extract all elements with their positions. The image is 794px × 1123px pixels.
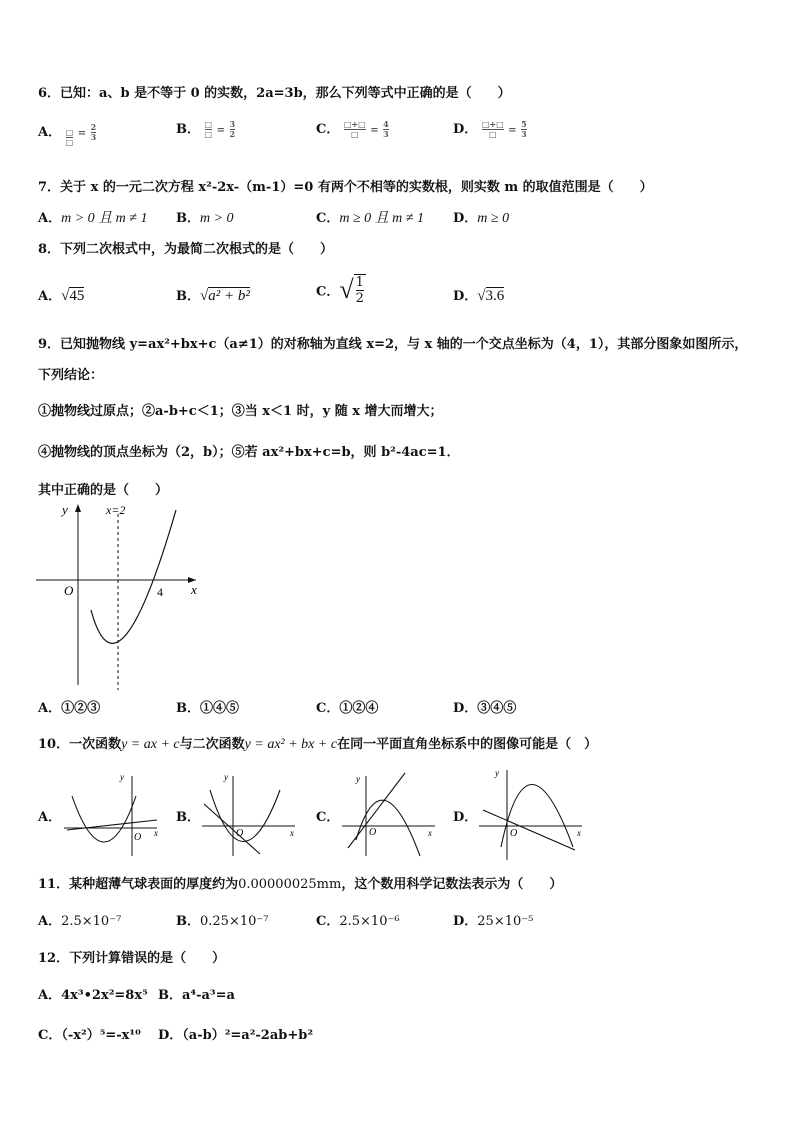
option-text: （a-b）²=a²-2ab+b² — [182, 1028, 314, 1043]
q11-option-a[interactable] — [38, 910, 121, 929]
q10-option-a-graph[interactable] — [62, 768, 162, 858]
q12-option-d[interactable] — [158, 1024, 313, 1043]
option-label: B． — [176, 122, 200, 137]
origin-label: O — [510, 828, 518, 839]
parabola-curve — [72, 796, 136, 842]
origin-label: O — [236, 828, 244, 839]
q7-stem: 7．关于 x 的一元二次方程 x²-2x-（m-1）=0 有两个不相等的实数根，则实数 m 的取值范围是（ ） — [38, 180, 653, 195]
q12-option-c[interactable] — [38, 1024, 141, 1043]
q8-option-c[interactable] — [316, 274, 366, 306]
q6a-rhs: $\frac{2}{3}$ — [90, 122, 97, 142]
q12-option-a[interactable] — [38, 984, 148, 1003]
option-text: 4x³•2x²=8x⁵ — [61, 988, 148, 1003]
q11-option-d[interactable] — [453, 910, 533, 929]
y-label: y — [356, 774, 360, 784]
q6a-fraction: $\frac{□}{□}$ — [65, 127, 74, 147]
q9-stem-line1: 9．已知抛物线 y=ax²+bx+c（a≠1）的对称轴为直线 x=2，与 x 轴的一个交点坐标为（4，1），其部分图象如图所示， — [38, 337, 748, 352]
q7-option-b[interactable] — [176, 207, 234, 227]
q9-statements-1: ①抛物线过原点；②a-b+c＜1；③当 x＜1 时，y 随 x 增大而增大； — [38, 404, 443, 419]
q11-stem-part: 11．某种超薄气球表面的厚度约为 — [38, 877, 239, 892]
root-label: 4 — [157, 585, 163, 599]
radicand: a² + b² — [208, 288, 250, 304]
q12-option-b[interactable] — [158, 984, 235, 1003]
q6d-fraction: $\frac{□+□}{□}$ — [481, 119, 504, 139]
option-label: C． — [316, 701, 340, 716]
q7-option-d[interactable] — [453, 207, 509, 227]
radicand: 45 — [69, 288, 85, 304]
q10-stem-part: 10．一次函数 — [38, 737, 122, 752]
y-label: y — [495, 768, 499, 778]
q6-option-a[interactable]: A． $\frac{□}{□} = \frac{2}{3}$ — [38, 122, 97, 147]
sqrt-icon: √ — [61, 288, 70, 304]
option-label: B． — [176, 211, 200, 226]
option-label: B． — [176, 289, 200, 304]
x-label: x — [154, 828, 158, 838]
option-label: A． — [38, 289, 62, 304]
option-label: B． — [158, 988, 182, 1003]
option-text: 25×10⁻⁵ — [477, 914, 534, 929]
q11-option-b[interactable] — [176, 910, 268, 929]
linear-line — [483, 810, 575, 850]
q9-option-a[interactable] — [38, 697, 100, 716]
q8-option-d[interactable] — [453, 285, 504, 305]
q10-stem-part: 在同一平面直角坐标系中的图像可能是（ ） — [337, 737, 598, 752]
option-label: D． — [453, 914, 478, 929]
y-label: y — [224, 772, 228, 782]
x-label: x — [428, 828, 432, 838]
q10-option-b-graph[interactable] — [200, 768, 300, 858]
q6-option-b[interactable]: B． $\frac{□}{□} = \frac{3}{2}$ — [176, 119, 236, 139]
sqrt-icon: √ — [339, 275, 354, 304]
q10-option-d-graph[interactable] — [477, 762, 587, 862]
option-label: D． — [453, 122, 478, 137]
option-text: m > 0 — [200, 211, 234, 226]
option-label: C． — [38, 1028, 62, 1043]
option-label: D． — [453, 211, 478, 226]
q6b-rhs: $\frac{3}{2}$ — [229, 119, 236, 139]
q11-stem — [38, 873, 562, 892]
option-label: C． — [316, 284, 340, 300]
option-label: C． — [316, 122, 340, 137]
sqrt-icon: √ — [477, 288, 486, 304]
q9-stem-line2: 下列结论： — [38, 368, 104, 383]
origin-label: O — [134, 832, 142, 843]
option-label: C． — [316, 211, 340, 226]
option-label: B． — [176, 701, 200, 716]
q8-option-a[interactable] — [38, 285, 84, 305]
q6c-fraction: $\frac{□+□}{□}$ — [343, 119, 366, 139]
option-text: m ≥ 0 且 m ≠ 1 — [339, 211, 424, 226]
q9-option-c[interactable] — [316, 697, 378, 716]
option-text: m > 0 且 m ≠ 1 — [61, 211, 148, 226]
option-label: A． — [38, 211, 62, 226]
q6d-rhs: $\frac{5}{3}$ — [521, 119, 527, 139]
parabola-curve — [210, 790, 280, 842]
y-label: y — [120, 772, 124, 782]
q10-option-c-label[interactable]: C． — [316, 810, 340, 825]
option-label: D． — [158, 1028, 183, 1043]
q6-option-d[interactable]: D． $\frac{□+□}{□} = \frac{5}{3}$ — [453, 119, 527, 139]
y-axis-arrow-icon — [75, 504, 81, 512]
option-text: m ≥ 0 — [477, 211, 510, 226]
option-label: A． — [38, 125, 62, 140]
q10-stem-part: 与二次函数 — [179, 737, 245, 752]
origin-label: O — [369, 827, 377, 838]
q6-option-c[interactable]: C． $\frac{□+□}{□} = \frac{4}{3}$ — [316, 119, 389, 139]
q9-parabola-graph — [36, 500, 206, 690]
q10-option-d-label[interactable]: D． — [453, 810, 478, 825]
option-label: A． — [38, 914, 62, 929]
option-text: 2.5×10⁻⁷ — [61, 914, 122, 929]
option-text: （-x²）⁵=-x¹⁰ — [61, 1028, 141, 1043]
option-text: 2.5×10⁻⁶ — [339, 914, 400, 929]
option-label: A． — [38, 988, 62, 1003]
q10-option-a-label[interactable]: A． — [38, 810, 62, 825]
q8-stem: 8．下列二次根式中，为最简二次根式的是（ ） — [38, 242, 334, 257]
option-text: a⁴-a³=a — [182, 988, 235, 1003]
q11-option-c[interactable] — [316, 910, 400, 929]
option-text: ①②③ — [61, 701, 101, 716]
radicand: 3.6 — [485, 288, 505, 304]
thickness-value: 0.00000025mm — [238, 877, 342, 892]
q6c-rhs: $\frac{4}{3}$ — [383, 119, 389, 139]
q7-option-c[interactable] — [316, 207, 424, 227]
x-label: x — [191, 582, 197, 597]
x-label: x — [577, 828, 581, 838]
q9-statements-2: ④抛物线的顶点坐标为（2，b）；⑤若 ax²+bx+c=b，则 b²-4ac=1． — [38, 445, 460, 460]
q9-question: 其中正确的是（ ） — [38, 483, 169, 498]
q6b-fraction: $\frac{□}{□}$ — [204, 119, 213, 139]
q10-option-c-graph[interactable] — [340, 768, 440, 858]
q10-stem — [38, 733, 597, 753]
option-label: D． — [453, 701, 478, 716]
option-text: ③④⑤ — [477, 701, 517, 716]
option-text: ①②④ — [339, 701, 379, 716]
option-label: C． — [316, 914, 340, 929]
origin-label: O — [64, 583, 74, 598]
parabola-curve — [91, 510, 176, 643]
quadratic-expression: y = ax² + bx + c — [244, 737, 338, 752]
option-label: D． — [453, 289, 478, 304]
linear-line — [348, 773, 405, 848]
q9-option-d[interactable] — [453, 697, 516, 716]
radicand-fraction: $\frac{1}{2}$ — [355, 275, 364, 306]
option-text: 0.25×10⁻⁷ — [200, 914, 269, 929]
q12-stem: 12．下列计算错误的是（ ） — [38, 951, 226, 966]
q10-option-b-label[interactable]: B． — [176, 810, 200, 825]
sqrt-icon: √ — [200, 288, 209, 304]
linear-expression: y = ax + c — [121, 737, 180, 752]
option-text: ①④⑤ — [200, 701, 240, 716]
x-label: x — [290, 828, 294, 838]
option-label: A． — [38, 701, 62, 716]
q8-option-b[interactable] — [176, 285, 250, 305]
q6-stem: 6．已知：a、b 是不等于 0 的实数，2a=3b，那么下列等式中正确的是（ ） — [38, 86, 511, 101]
linear-line — [204, 804, 260, 854]
option-label: B． — [176, 914, 200, 929]
q7-option-a[interactable] — [38, 207, 147, 227]
symmetry-axis-label: x=2 — [106, 503, 126, 517]
q11-stem-part: ，这个数用科学记数法表示为（ ） — [341, 877, 563, 892]
y-label: y — [62, 502, 68, 517]
q9-option-b[interactable] — [176, 697, 239, 716]
